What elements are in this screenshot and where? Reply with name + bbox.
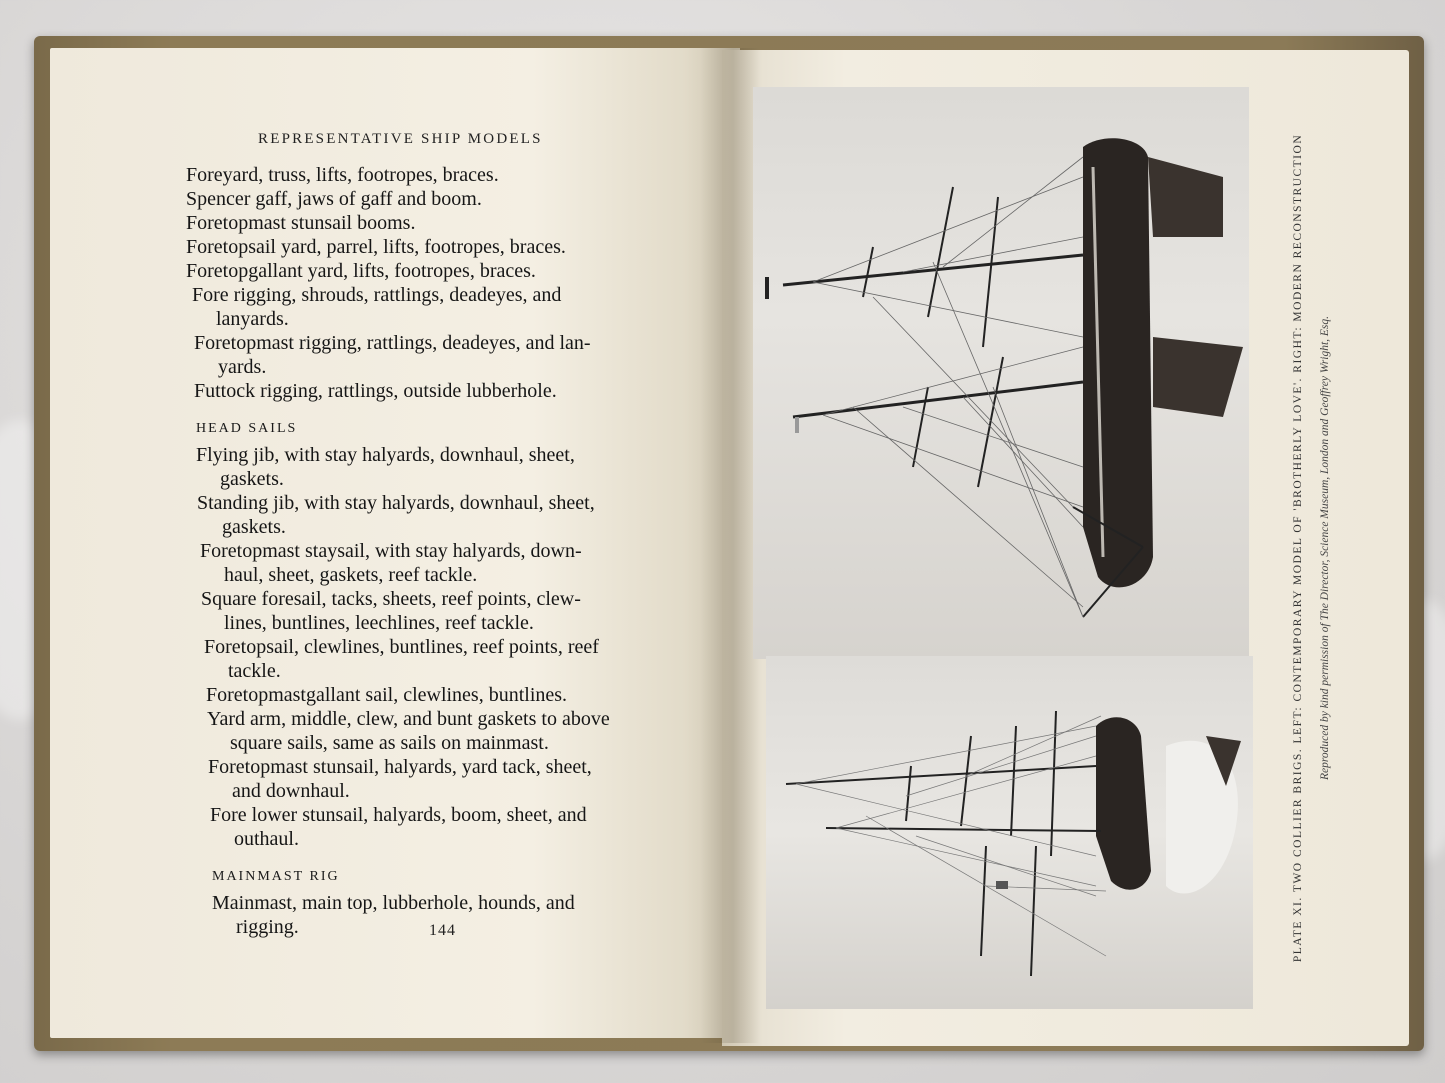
- text-line: Foretopmast stunsail, halyards, yard tack, sheet,: [208, 756, 592, 778]
- text-line: Foretopsail, clewlines, buntlines, reef points, reef: [204, 636, 599, 658]
- yard: [961, 736, 971, 826]
- text-line: Foretopsail yard, parrel, lifts, footropes, braces.: [186, 236, 566, 258]
- text-line: rigging.: [236, 916, 299, 938]
- section-heading-head-sails: HEAD SAILS: [196, 421, 298, 436]
- page-number: 144: [429, 922, 456, 939]
- text-line: lanyards.: [216, 308, 289, 330]
- text-line: square sails, same as sails on mainmast.: [230, 732, 549, 754]
- ship-model-illustration: [753, 87, 1249, 659]
- text-line: tackle.: [228, 660, 281, 682]
- section-heading-mainmast-rig: MAINMAST RIG: [212, 869, 340, 884]
- text-line: Foretopmast stunsail booms.: [186, 212, 416, 234]
- text-line: Foretopmastgallant sail, clewlines, buntlines.: [206, 684, 568, 706]
- plate-caption-title: PLATE XI. TWO COLLIER BRIGS. LEFT: CONTEMPORARY MODEL OF 'BROTHERLY LOVE'. RIGHT: MODERN RECONSTRUCTION: [1292, 133, 1304, 963]
- text-line: outhaul.: [234, 828, 299, 850]
- text-line: Mainmast, main top, lubberhole, hounds, and: [212, 892, 575, 914]
- text-line: Standing jib, with stay halyards, downhaul, sheet,: [197, 492, 595, 514]
- plate-photo-contemporary-model: [766, 656, 1253, 1009]
- yard: [913, 387, 928, 467]
- text-line: Flying jib, with stay halyards, downhaul, sheet,: [196, 444, 575, 466]
- yard: [983, 197, 998, 347]
- flag: [765, 277, 769, 299]
- text-line: Foretopmast rigging, rattlings, deadeyes, and lan-: [194, 332, 591, 354]
- text-line: gaskets.: [220, 468, 284, 490]
- plate-caption-credit: Reproduced by kind permission of The Director, Science Museum, London and Geoffrey Wright, Esq.: [1319, 315, 1331, 781]
- rigging-lines: [796, 716, 1106, 956]
- yard: [863, 247, 873, 297]
- text-line: Spencer gaff, jaws of gaff and boom.: [186, 188, 482, 210]
- ship-model-illustration: [766, 656, 1253, 1009]
- ship-hull: [1096, 717, 1151, 889]
- text-line: Foretopmast staysail, with stay halyards, down-: [200, 540, 582, 562]
- text-line: haul, sheet, gaskets, reef tackle.: [224, 564, 478, 586]
- left-page-text: [186, 163, 666, 939]
- text-line: Fore rigging, shrouds, rattlings, deadeyes, and: [192, 284, 562, 306]
- text-line: Foretopgallant yard, lifts, footropes, braces.: [186, 260, 536, 282]
- text-line: Yard arm, middle, clew, and bunt gaskets to above: [207, 708, 610, 730]
- main-mast: [826, 828, 1101, 831]
- rigging-block: [996, 881, 1008, 889]
- fore-mast: [783, 255, 1083, 285]
- text-line: Square foresail, tacks, sheets, reef points, clew-: [201, 588, 581, 610]
- yard: [1031, 846, 1036, 976]
- text-line: lines, buntlines, leechlines, reef tackle.: [224, 612, 534, 634]
- rudder-stern: [1148, 157, 1223, 237]
- running-head: REPRESENTATIVE SHIP MODELS: [258, 131, 543, 147]
- text-line: yards.: [218, 356, 267, 378]
- plate-photo-modern-reconstruction: [753, 87, 1249, 659]
- yard: [928, 187, 953, 317]
- yard: [906, 766, 911, 821]
- keel-section: [1153, 337, 1243, 417]
- text-line: Foreyard, truss, lifts, footropes, braces.: [186, 164, 499, 186]
- text-line: and downhaul.: [232, 780, 350, 802]
- yard: [1051, 711, 1056, 856]
- text-line: gaskets.: [222, 516, 286, 538]
- text-line: Fore lower stunsail, halyards, boom, sheet, and: [210, 804, 587, 826]
- text-line: Futtock rigging, rattlings, outside lubberhole.: [194, 380, 557, 402]
- gutter-shadow: [700, 48, 760, 1043]
- yard: [981, 846, 986, 956]
- flag: [795, 417, 799, 433]
